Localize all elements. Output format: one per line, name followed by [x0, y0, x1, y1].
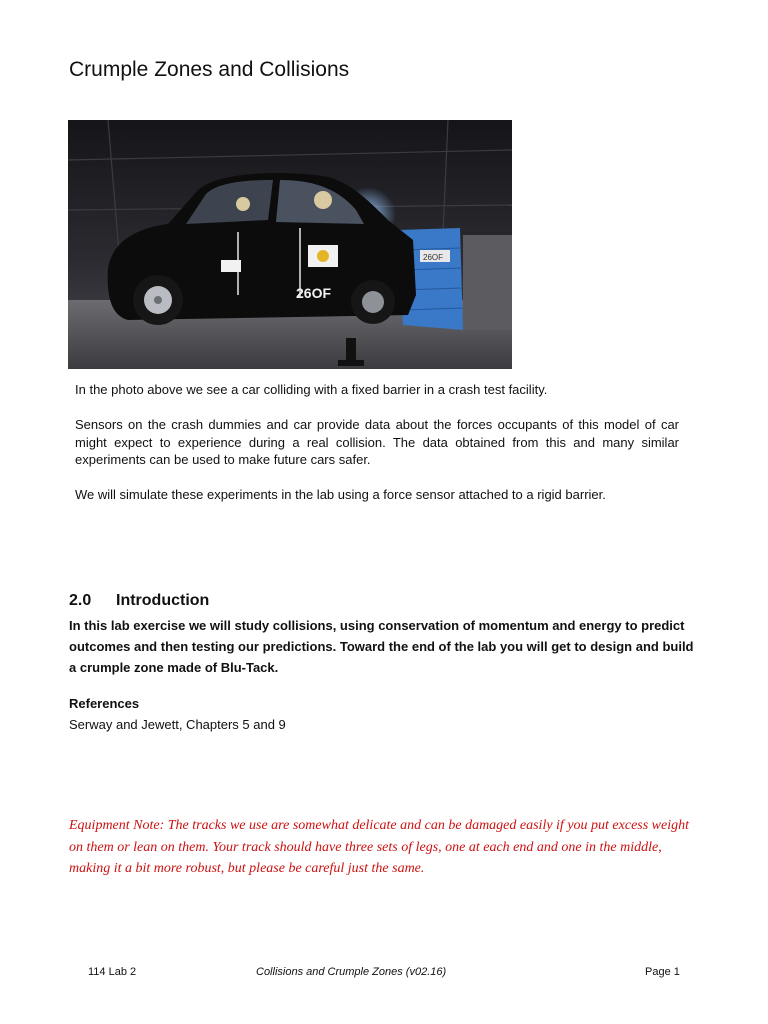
introduction-text: In this lab exercise we will study collisions, using conservation of momentum and energy to predict outcomes and then testing our predictions. Toward the end of the lab you will get to design and build a crumple zone made of Blu-Tack.	[69, 618, 694, 675]
crash-test-photo	[68, 120, 512, 369]
page-title: Crumple Zones and Collisions	[69, 58, 350, 81]
equipment-note: Equipment Note: The tracks we use are somewhat delicate and can be damaged easily if you put excess weight on them or lean on them. Your track should have three sets of legs, one at each end and one in the middle, making it a bit more robust, but please be careful just the same.	[69, 818, 690, 876]
section-title: Introduction	[116, 592, 210, 609]
section-heading	[69, 592, 209, 610]
car-number: 26OF	[296, 285, 332, 301]
footer-document-title: Collisions and Crumple Zones (v02.16)	[256, 966, 447, 978]
paragraph-sensors: Sensors on the crash dummies and car provide data about the forces occupants of this model of car might expect to experience during a real collision. The data obtained from this and many similar experiments can be used to make future cars safer.	[75, 417, 679, 467]
paragraph-photo-caption: In the photo above we see a car colliding with a fixed barrier in a crash test facility.	[75, 382, 548, 397]
paragraph-simulation: We will simulate these experiments in the lab using a force sensor attached to a rigid barrier.	[75, 487, 606, 502]
barrier-label: 26OF	[423, 253, 444, 262]
references-heading: References	[69, 696, 140, 711]
crash-test-illustration	[68, 120, 512, 369]
footer-page-number: Page 1	[645, 966, 680, 978]
references-text: Serway and Jewett, Chapters 5 and 9	[69, 717, 286, 732]
section-number: 2.0	[69, 592, 92, 609]
footer-lab-number: 114 Lab 2	[88, 966, 137, 978]
